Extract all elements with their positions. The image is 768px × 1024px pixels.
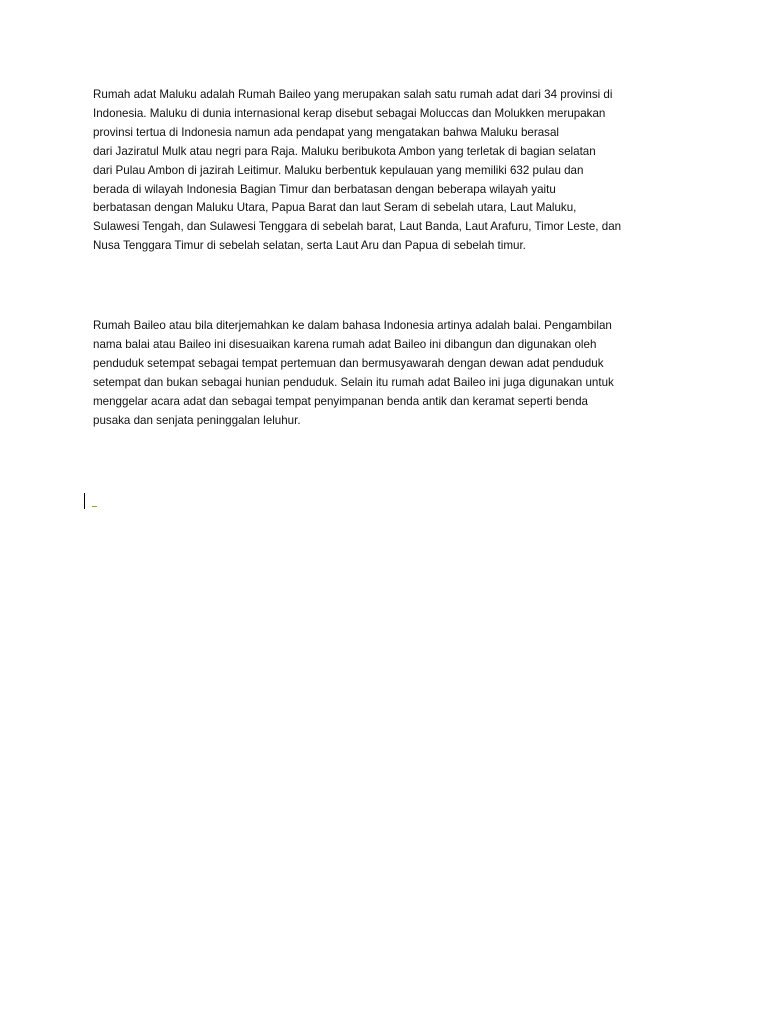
- text-line: dari Pulau Ambon di jazirah Leitimur. Maluku berbentuk kepulauan yang memiliki 632 pulau dan: [93, 163, 584, 177]
- paragraph-rumah-adat-maluku: [93, 86, 683, 256]
- text-line: setempat dan bukan sebagai hunian penduduk. Selain itu rumah adat Baileo ini juga digunakan untuk: [93, 375, 614, 389]
- text-cursor-caret[interactable]: [84, 493, 85, 509]
- text-line: Indonesia. Maluku di dunia internasional kerap disebut sebagai Moluccas dan Molukken merupakan: [93, 106, 606, 120]
- text-line: pusaka dan senjata peninggalan leluhur.: [93, 413, 301, 427]
- text-line: provinsi tertua di Indonesia namun ada pendapat yang mengatakan bahwa Maluku berasal: [93, 125, 559, 139]
- text-line: berbatasan dengan Maluku Utara, Papua Barat dan laut Seram di sebelah utara, Laut Maluku,: [93, 201, 577, 215]
- text-line: menggelar acara adat dan sebagai tempat penyimpanan benda antik dan keramat seperti benda: [93, 394, 589, 408]
- text-line: dari Jaziratul Mulk atau negri para Raja. Maluku beribukota Ambon yang terletak di bagian selatan: [93, 144, 596, 158]
- text-line: Nusa Tenggara Timur di sebelah selatan, serta Laut Aru dan Papua di sebelah timur.: [93, 239, 526, 253]
- text-line: penduduk setempat sebagai tempat pertemuan dan bermusyawarah dengan dewan adat penduduk: [93, 356, 604, 370]
- text-line: nama balai atau Baileo ini disesuaikan karena rumah adat Baileo ini dibangun dan digunakan oleh: [93, 337, 597, 351]
- paragraph-rumah-baileo: [93, 317, 683, 430]
- text-line: Rumah Baileo atau bila diterjemahkan ke dalam bahasa Indonesia artinya adalah balai. Pengambilan: [93, 319, 612, 332]
- empty-paragraph-mark: [92, 506, 97, 507]
- text-line: berada di wilayah Indonesia Bagian Timur dan berbatasan dengan beberapa wilayah yaitu: [93, 182, 556, 196]
- text-line: Rumah adat Maluku adalah Rumah Baileo yang merupakan salah satu rumah adat dari 34 provinsi di: [93, 88, 613, 101]
- text-line: Sulawesi Tengah, dan Sulawesi Tenggara di sebelah barat, Laut Banda, Laut Arafuru, Timor Leste, dan: [93, 220, 622, 234]
